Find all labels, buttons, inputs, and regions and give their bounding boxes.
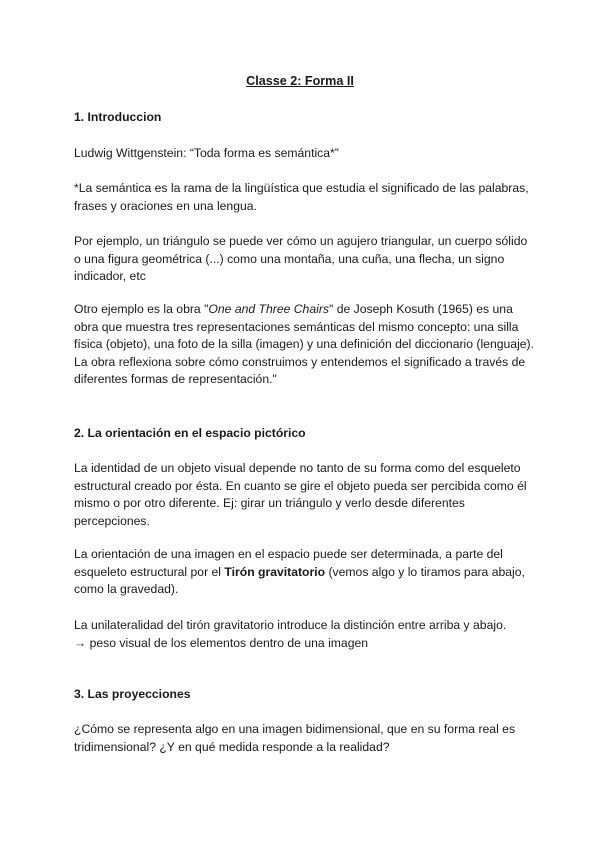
wittgenstein-quote: Ludwig Wittgenstein: “Toda forma es semántica*” — [74, 146, 339, 160]
kosuth-example — [74, 301, 534, 389]
orientation-paragraph — [74, 546, 534, 599]
kosuth-example-pre: Otro ejemplo es la obra " — [74, 302, 209, 316]
triangle-example: Por ejemplo, un triángulo se puede ver cómo un agujero triangular, un cuerpo sólido o una figura geométrica (...) como una montaña, una cuña, una flecha, un signo indicador, etc — [74, 234, 528, 284]
kosuth-example-post: " de Joseph Kosuth (1965) es una obra que muestra tres representaciones semánticas del mismo concepto: una silla física (objeto), una foto de la silla (imagen) y una definición del diccionario (lenguaje). La obra reflexiona sobre cómo construimos y entendemos el significado a través de diferentes formas de representación." — [74, 302, 534, 387]
semantics-definition: *La semántica es la rama de la lingüística que estudia el significado de las palabras, frases y oraciones en una lengua. — [74, 181, 529, 213]
gravitational-pull-term: Tirón gravitatorio — [224, 564, 326, 579]
unilaterality-text: La unilateralidad del tirón gravitatorio introduce la distinción entre arriba y abajo. — [74, 618, 507, 632]
orientation-post: (vemos algo y lo tiramos para abajo, como la gravedad). — [74, 564, 525, 597]
page-title: Classe 2: Forma II — [246, 74, 354, 88]
orientation-pre: La orientación de una imagen en el espacio puede ser determinada, a parte del esqueleto estructural por el — [74, 547, 503, 579]
visual-identity-paragraph: La identidad de un objeto visual depende no tanto de su forma como del esqueleto estructural creado por ésta. En cuanto se gire el objeto pueda ser percibida como él mismo o por otro diferente. Ej: girar un triángulo y verlo desde diferentes percepciones. — [74, 461, 527, 528]
section-1-heading: 1. Introduccion — [74, 110, 162, 124]
section-2-heading: 2. La orientación en el espacio pictórico — [74, 426, 306, 440]
section-3-heading: 3. Las proyecciones — [74, 687, 191, 701]
projections-question: ¿Cómo se representa algo en una imagen bidimensional, que en su forma real es tridimensional? ¿Y en qué medida responde a la realidad? — [74, 722, 516, 754]
unilaterality-paragraph — [74, 617, 534, 652]
artwork-title: One and Three Chairs — [208, 302, 329, 316]
visual-weight-note: → peso visual de los elementos dentro de una imagen — [74, 635, 369, 650]
